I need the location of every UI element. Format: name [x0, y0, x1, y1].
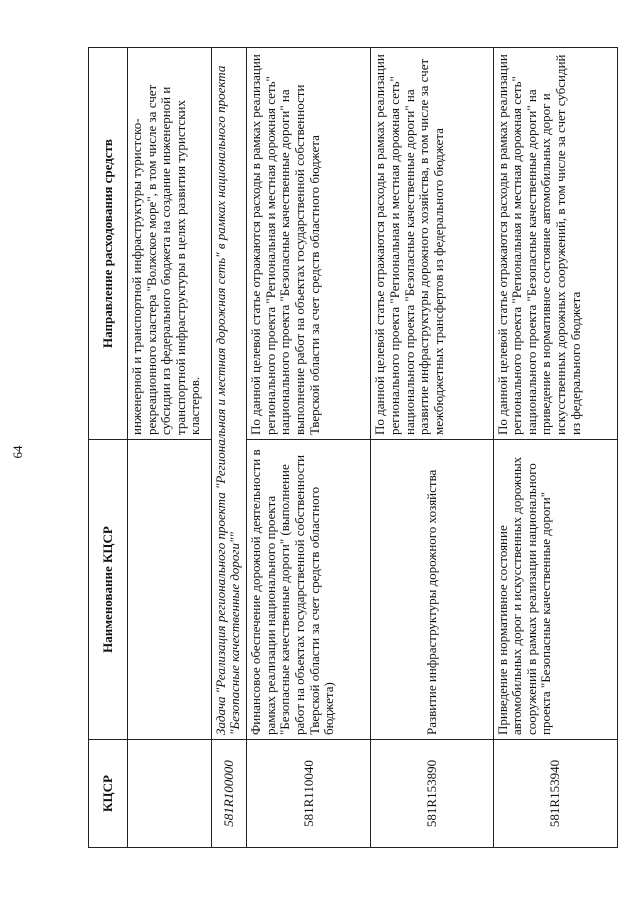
table-header-row [89, 48, 128, 848]
table-row-task [211, 48, 246, 848]
table-row [247, 48, 371, 848]
cell-direction: По данной целевой статье отражаются расходы в рамках реализации регионального проекта "Региональная и местная дорожная сеть" национального проекта "Безопасные качественные дороги" на выполнение работ на объектах государственной собственности Тверской области за счет средств областного бюджета [247, 48, 371, 440]
cell-code: 581R110040 [247, 740, 371, 848]
cell-direction: По данной целевой статье отражаются расходы в рамках реализации регионального проекта "Региональная и местная дорожная сеть" национального проекта "Безопасные качественные дороги" на развитие инфраструктуры дорожного хозяйства, в том числе за счет межбюджетных трансфертов из федерального бюджета [371, 48, 493, 440]
header-code: КЦСР [89, 740, 128, 848]
cell-task-text: Задача "Реализация регионального проекта "Региональная и местная дорожная сеть" в рамках национального проекта "Безопасные качественные дороги"" [211, 48, 246, 740]
header-name: Наименование КЦСР [89, 440, 128, 740]
rotated-table-container [88, 48, 618, 848]
kcsr-table [88, 47, 618, 848]
cell-code [128, 740, 212, 848]
page-number: 64 [10, 445, 25, 459]
cell-name: Финансовое обеспечение дорожной деятельности в рамках реализации национального проекта "Безопасные качественные дороги" (выполнение работ на объектах государственной собственности Тверской области за счет средств областного бюджета) [247, 440, 371, 740]
cell-code: 581R153940 [493, 740, 617, 848]
cell-direction: инженерной и транспортной инфраструктуры туристско-рекреационного кластера "Волжское море", в том числе за счет субсидии из федерального бюджета на создание инженерной и транспортной инфраструктуры в целях развития туристских кластеров. [128, 48, 212, 440]
table-row [371, 48, 493, 848]
table-row [493, 48, 617, 848]
cell-name: Развитие инфраструктуры дорожного хозяйства [371, 440, 493, 740]
rotated-table-region [88, 48, 618, 848]
cell-name [128, 440, 212, 740]
table-row-continuation [128, 48, 212, 848]
header-direction: Направление расходования средств [89, 48, 128, 440]
cell-code: 581R100000 [211, 740, 246, 848]
cell-direction: По данной целевой статье отражаются расходы в рамках реализации регионального проекта "Региональная и местная дорожная сеть" национального проекта "Безопасные качественные дороги" на приведение в нормативное состояние автомобильных дорог и искусственных дорожных сооружений, в том числе за счет субсидий из федерального бюджета [493, 48, 617, 440]
cell-name: Приведение в нормативное состояние автомобильных дорог и искусственных дорожных сооружений в рамках реализации национального проекта "Безопасные качественные дороги" [493, 440, 617, 740]
cell-code: 581R153890 [371, 740, 493, 848]
